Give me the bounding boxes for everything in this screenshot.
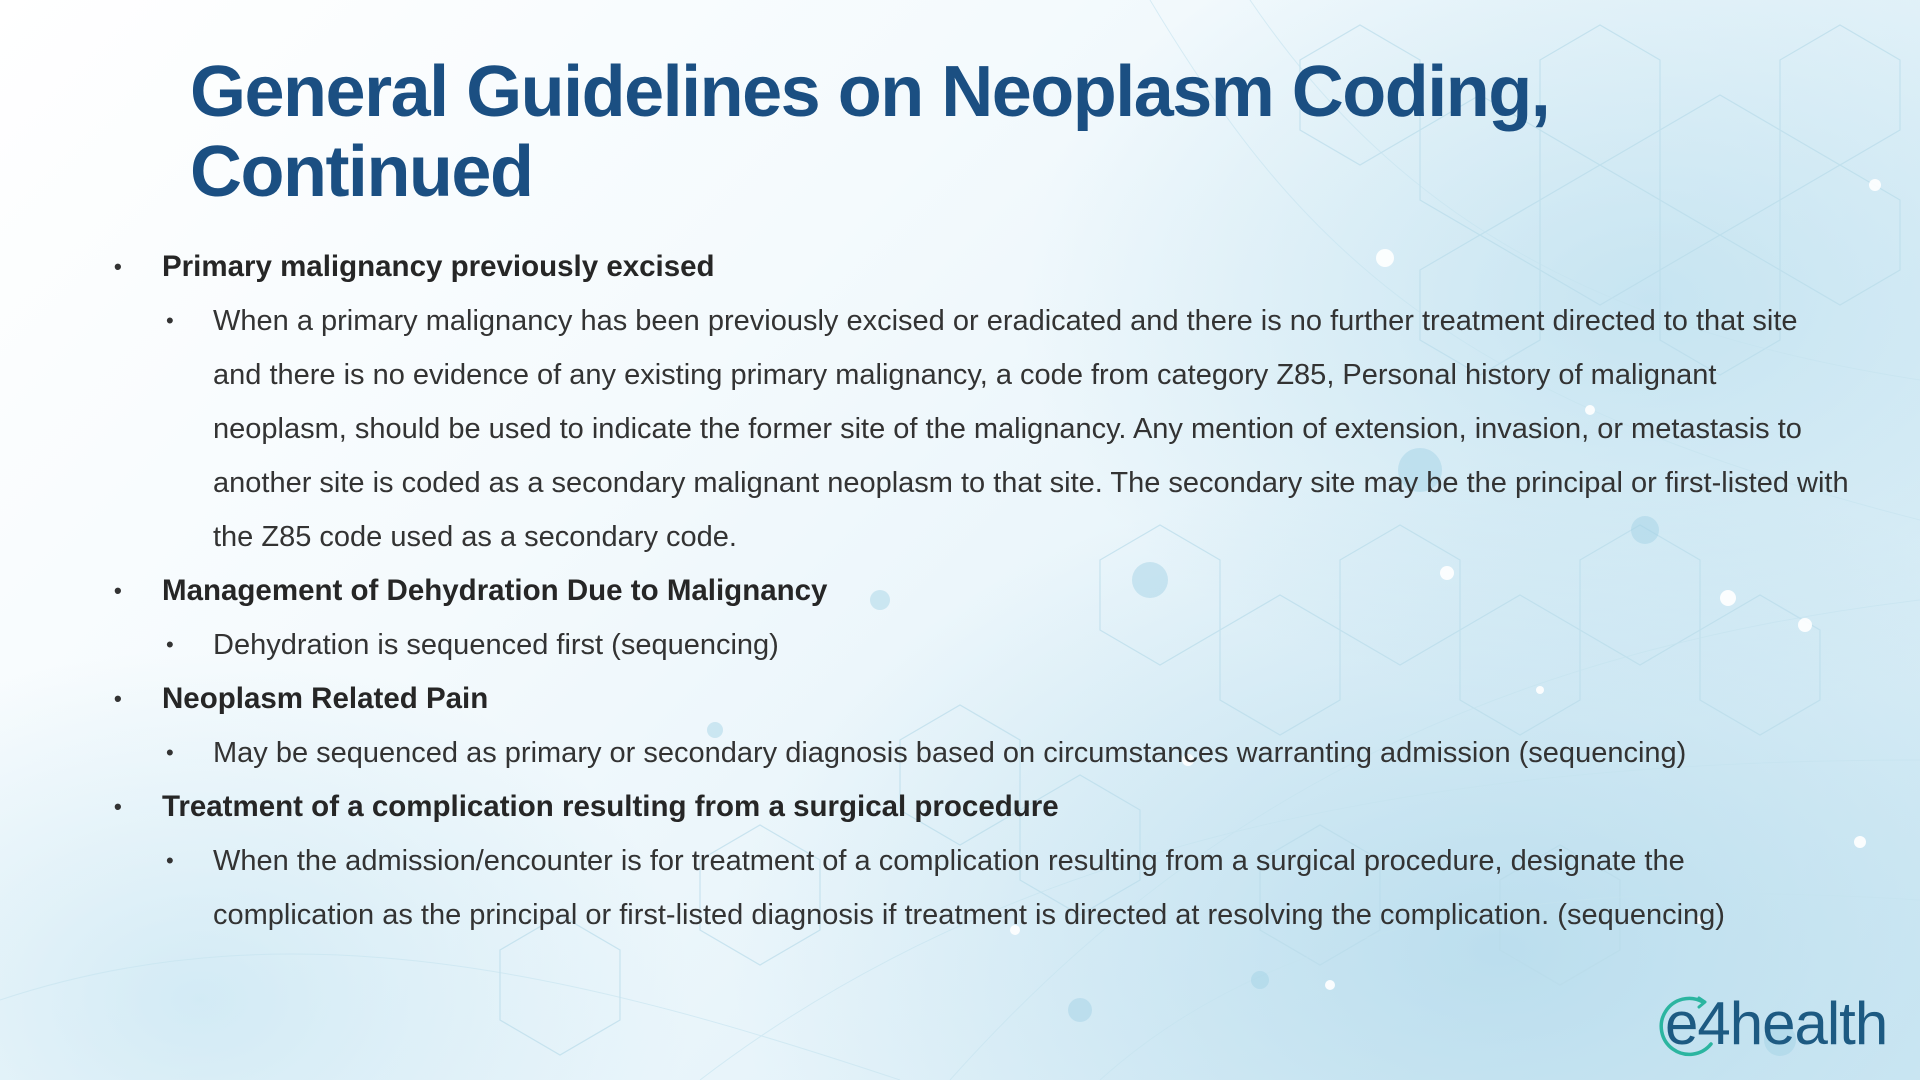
sub-bullet-item — [110, 834, 1850, 942]
bullet-heading: Management of Dehydration Due to Malignancy — [162, 574, 828, 607]
sub-bullet-icon: • — [166, 308, 174, 333]
sub-bullet-text: When the admission/encounter is for treatment of a complication resulting from a surgical procedure, designate the complication as the principal or first-listed diagnosis if treatment is directed at resolving the complication. (sequencing) — [213, 845, 1725, 931]
bullet-item-primary-malignancy — [110, 240, 1850, 294]
bullet-heading: Neoplasm Related Pain — [162, 682, 489, 715]
bullet-item-neoplasm-pain — [110, 672, 1850, 726]
sub-bullet-icon: • — [166, 632, 174, 657]
bullet-icon: • — [114, 578, 122, 603]
logo-wordmark: e4health — [1665, 990, 1888, 1057]
sub-bullet-item — [110, 726, 1850, 780]
bullet-icon: • — [114, 794, 122, 819]
bullet-item-surgical-complication — [110, 780, 1850, 834]
bullet-heading: Treatment of a complication resulting from a surgical procedure — [162, 790, 1059, 823]
sub-bullet-text: When a primary malignancy has been previously excised or eradicated and there is no further treatment directed to that site and there is no evidence of any existing primary malignancy, a code from category Z85, Personal history of malignant neoplasm, should be used to indicate the former site of the malignancy. Any mention of extension, invasion, or metastasis to another site is coded as a secondary malignant neoplasm to that site. The secondary site may be the principal or first-listed with the Z85 code used as a secondary code. — [213, 305, 1849, 553]
e4health-logo — [1665, 990, 1895, 1060]
bullet-heading: Primary malignancy previously excised — [162, 250, 715, 283]
bullet-icon: • — [114, 686, 122, 711]
slide-title: General Guidelines on Neoplasm Coding, Continued — [190, 52, 1550, 212]
bullet-icon: • — [114, 254, 122, 279]
sub-bullet-icon: • — [166, 848, 174, 873]
sub-bullet-item — [110, 294, 1850, 564]
sub-bullet-item — [110, 618, 1850, 672]
bullet-list — [110, 240, 1850, 942]
sub-bullet-icon: • — [166, 740, 174, 765]
sub-bullet-text: Dehydration is sequenced first (sequencing) — [213, 629, 779, 661]
bullet-item-dehydration — [110, 564, 1850, 618]
sub-bullet-text: May be sequenced as primary or secondary diagnosis based on circumstances warranting admission (sequencing) — [213, 737, 1687, 769]
